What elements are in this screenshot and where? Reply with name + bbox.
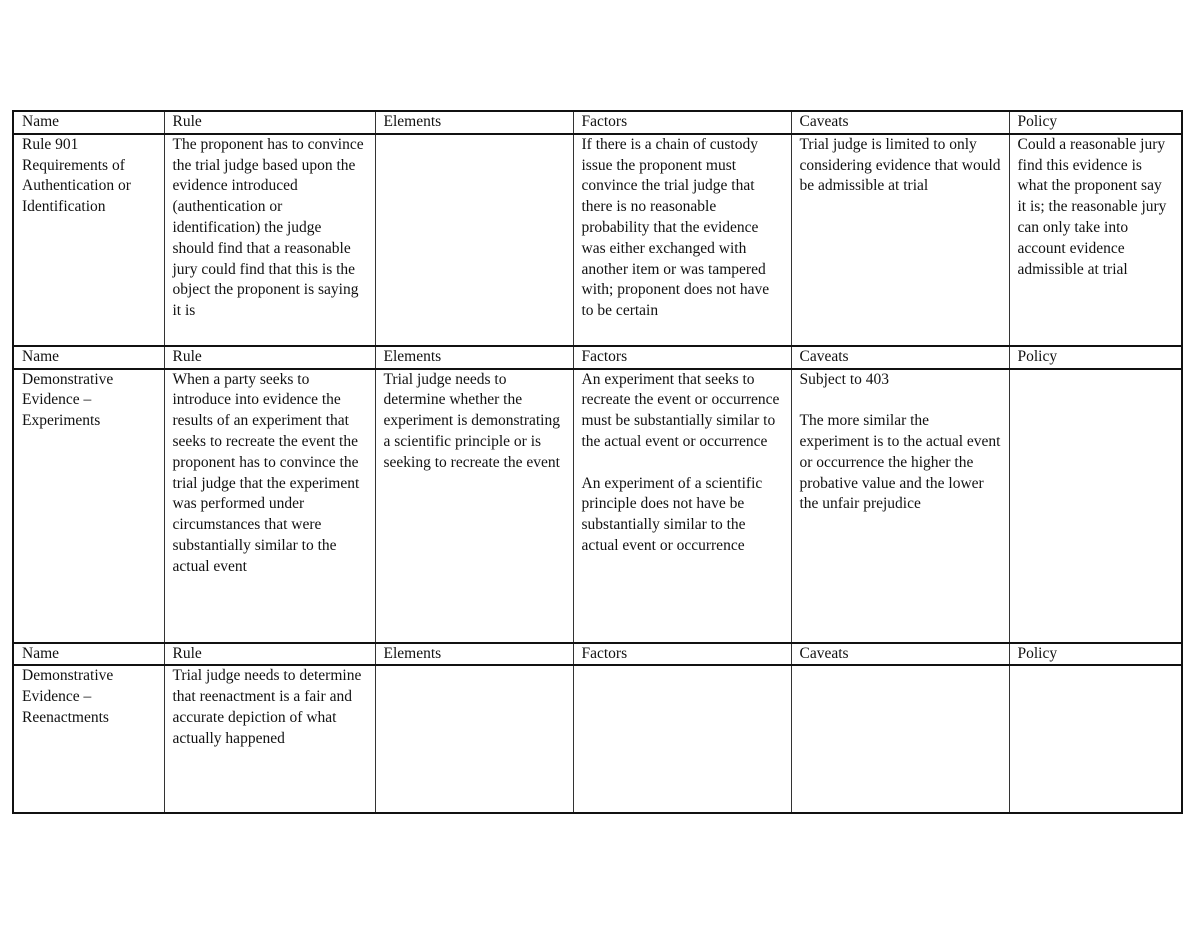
evidence-rules-table	[12, 110, 1183, 814]
cell-text: When a party seeks to introduce into evidence the results of an experiment that seeks to recreate the event the proponent has to convince the trial judge that the experiment was performed under circumstances that were substantially similar to the actual event	[172, 370, 364, 575]
cell-rule	[164, 665, 375, 813]
header-cell-rule: Rule	[164, 643, 375, 666]
cell-name	[13, 665, 164, 813]
header-cell-caveats: Caveats	[791, 111, 1009, 134]
cell-caveats	[791, 665, 1009, 813]
cell-elements	[375, 134, 573, 346]
table-header-row	[13, 346, 1182, 369]
cell-text: Trial judge needs to determine that reenactment is a fair and accurate depiction of what actually happened	[172, 667, 366, 747]
header-cell-name: Name	[13, 346, 164, 369]
table-row	[13, 369, 1182, 643]
cell-caveats	[791, 134, 1009, 346]
header-cell-name: Name	[13, 111, 164, 134]
table-row	[13, 134, 1182, 346]
cell-text: The proponent has to convince the trial judge based upon the evidence introduced (authentication or identification) the judge should find that a reasonable jury could find that this is the object the proponent is saying it is	[172, 135, 368, 320]
header-cell-caveats: Caveats	[791, 346, 1009, 369]
cell-text: If there is a chain of custody issue the proponent must convince the trial judge that there is no reasonable probability that the evidence was either exchanged with another item or was tampered with; proponent does not have to be certain	[581, 135, 774, 320]
table-header-row	[13, 111, 1182, 134]
header-cell-factors: Factors	[573, 346, 791, 369]
cell-policy	[1009, 665, 1182, 813]
header-cell-elements: Elements	[375, 643, 573, 666]
cell-rule	[164, 369, 375, 643]
header-cell-policy: Policy	[1009, 643, 1182, 666]
header-cell-rule: Rule	[164, 346, 375, 369]
cell-text: Could a reasonable jury find this evidence is what the proponent say it is; the reasonable jury can only take into account evidence admissible at trial	[1017, 135, 1171, 278]
cell-elements	[375, 665, 573, 813]
cell-name	[13, 134, 164, 346]
header-cell-factors: Factors	[573, 643, 791, 666]
header-cell-caveats: Caveats	[791, 643, 1009, 666]
cell-factors	[573, 369, 791, 643]
cell-text: Subject to 403 The more similar the experiment is to the actual event or occurrence the higher the probative value and the lower the unfair prejudice	[799, 370, 1001, 513]
cell-text: Demonstrative Evidence – Experiments	[22, 370, 118, 430]
cell-factors	[573, 665, 791, 813]
cell-elements	[375, 369, 573, 643]
cell-rule	[164, 134, 375, 346]
table-row	[13, 665, 1182, 813]
cell-name	[13, 369, 164, 643]
cell-text: Trial judge is limited to only considering evidence that would be admissible at trial	[799, 135, 1005, 195]
header-cell-elements: Elements	[375, 346, 573, 369]
header-cell-factors: Factors	[573, 111, 791, 134]
table-header-row	[13, 643, 1182, 666]
cell-factors	[573, 134, 791, 346]
cell-policy	[1009, 369, 1182, 643]
header-cell-policy: Policy	[1009, 111, 1182, 134]
header-cell-name: Name	[13, 643, 164, 666]
cell-text: Rule 901 Requirements of Authentication or Identification	[22, 135, 135, 216]
header-cell-policy: Policy	[1009, 346, 1182, 369]
header-cell-rule: Rule	[164, 111, 375, 134]
cell-policy	[1009, 134, 1182, 346]
table-body	[13, 111, 1182, 813]
cell-caveats	[791, 369, 1009, 643]
header-cell-elements: Elements	[375, 111, 573, 134]
cell-text: An experiment that seeks to recreate the event or occurrence must be substantially similar to the actual event or occurrence An experiment of a scientific principle does not have be substantially similar to the actual event or occurrence	[581, 370, 780, 554]
cell-text: Trial judge needs to determine whether the experiment is demonstrating a scientific principle or is seeking to recreate the event	[383, 370, 564, 471]
cell-text: Demonstrative Evidence – Reenactments	[22, 667, 118, 726]
